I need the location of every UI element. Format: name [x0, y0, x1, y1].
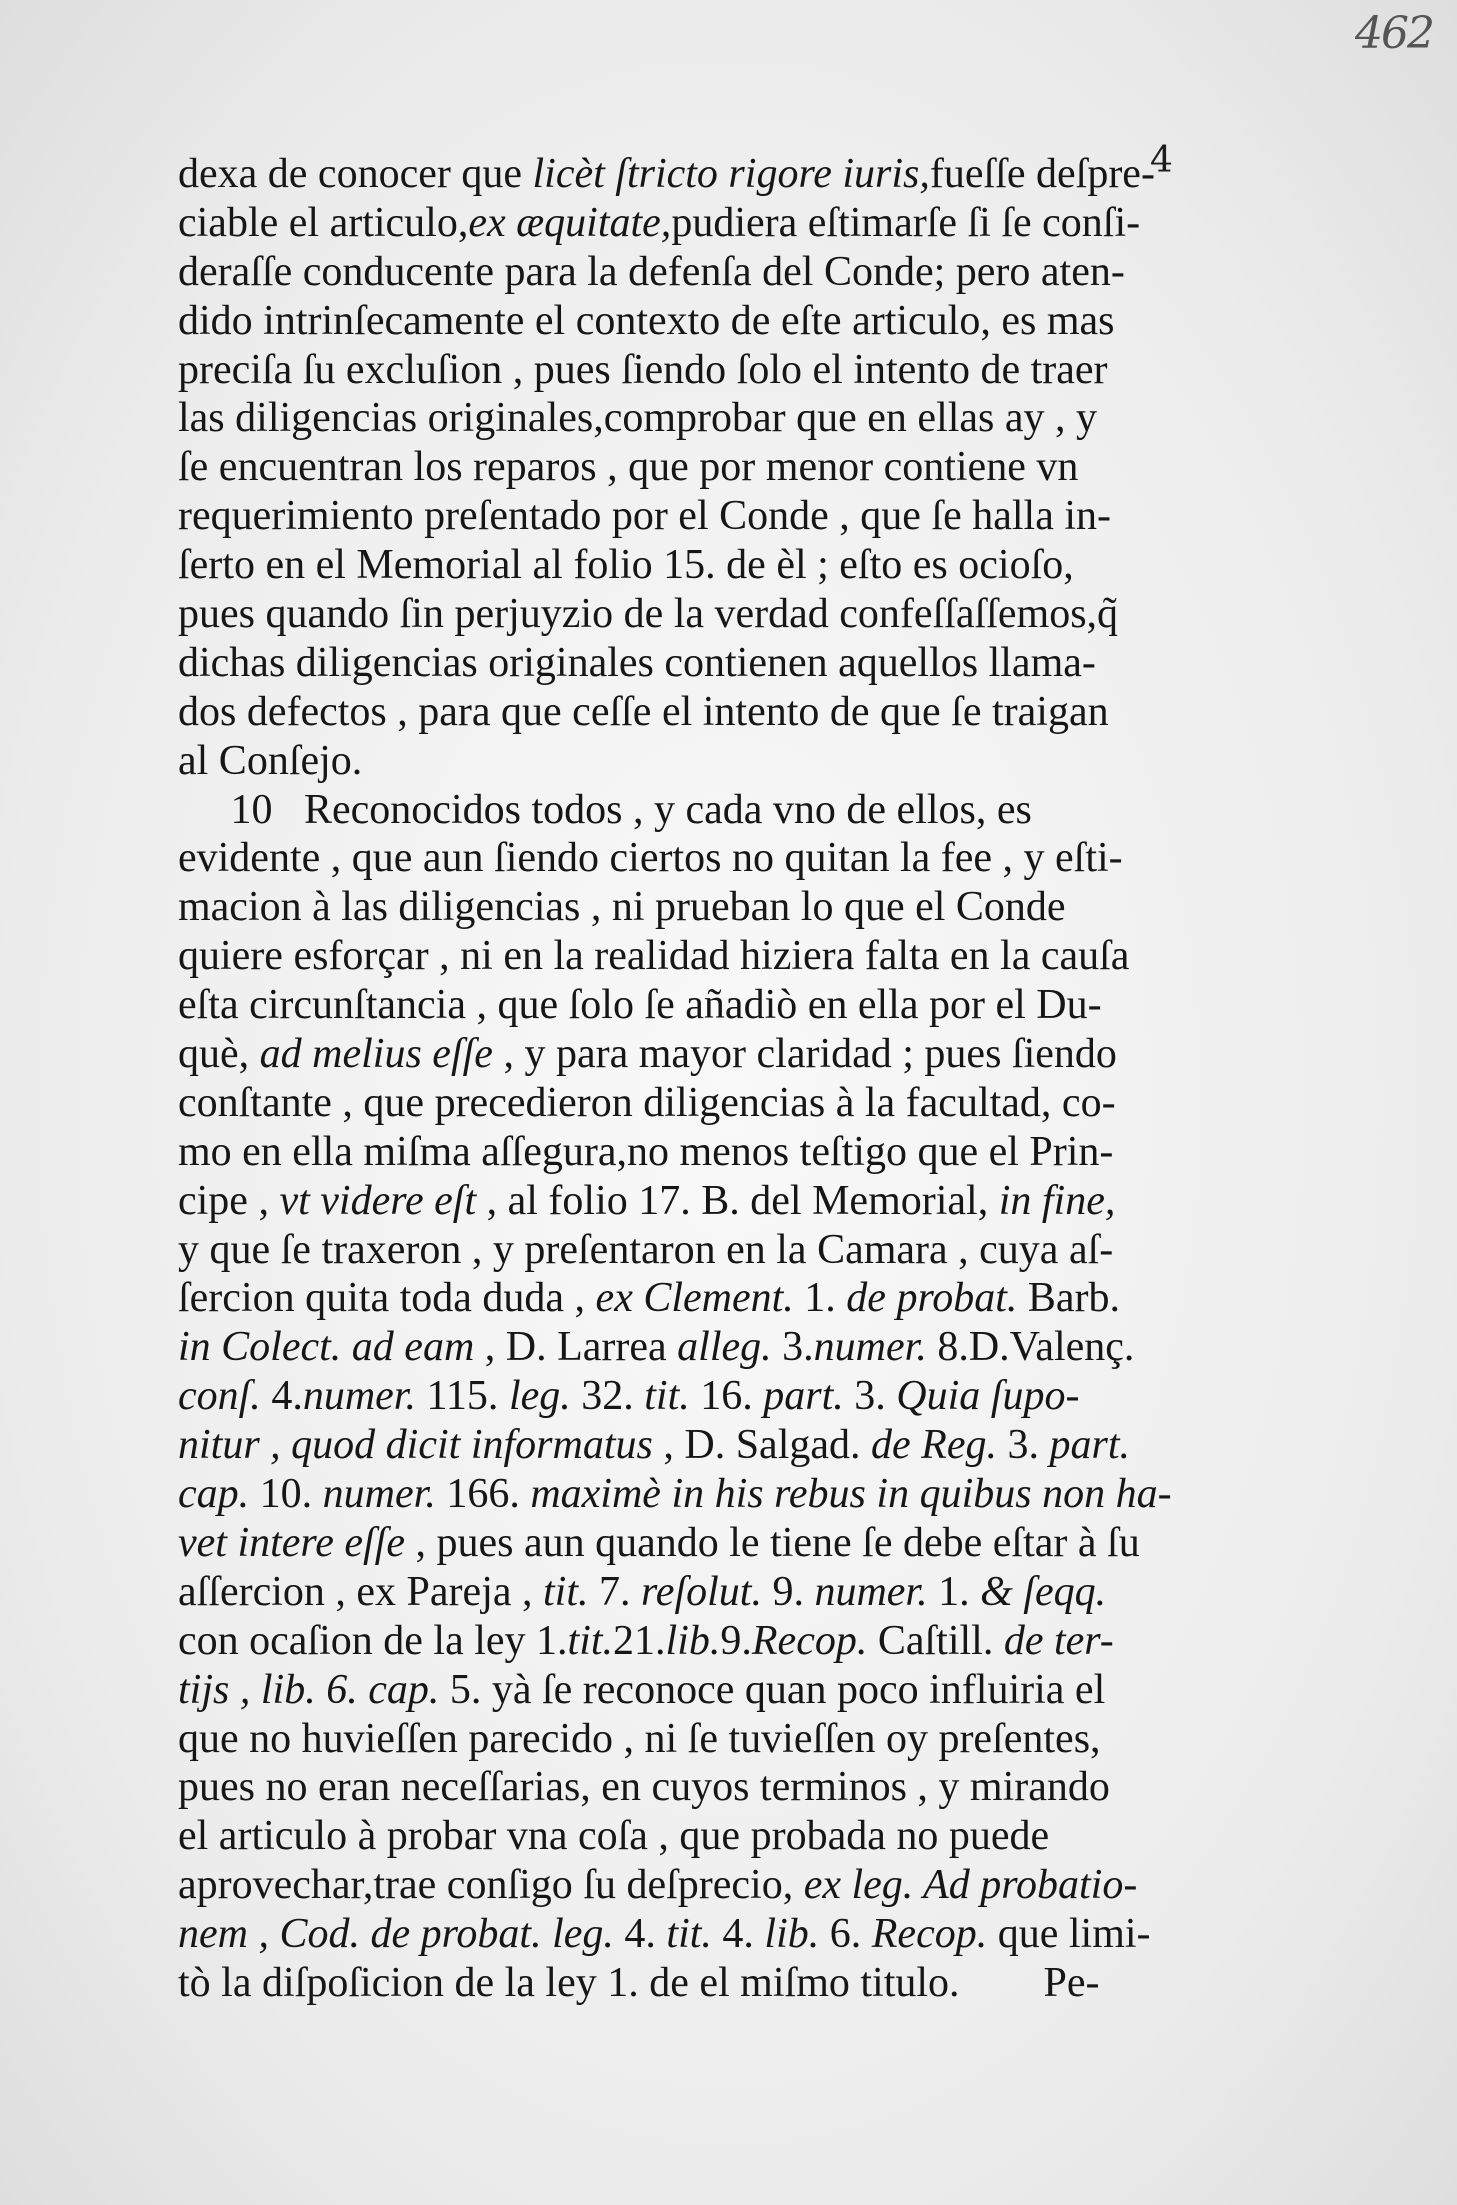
text-segment: , al folio 17. B. del Memorial,: [476, 1177, 999, 1224]
italic-segment: ex æquitate,: [468, 199, 672, 246]
text-segment: dido intrinſecamente el contexto de eſte articulo, es mas: [178, 297, 1115, 344]
italic-segment: cap.: [178, 1471, 250, 1518]
text-segment: , pues aun quando le tiene ſe debe eſtar à ſu: [404, 1519, 1140, 1566]
italic-segment: maximè in his rebus in quibus non ha-: [530, 1471, 1172, 1518]
text-segment: las diligencias originales,comprobar que en ellas ay , y: [178, 395, 1098, 442]
text-line: [178, 834, 1190, 883]
text-segment: Barb.: [1017, 1275, 1121, 1322]
text-segment: què,: [178, 1031, 260, 1078]
text-line: [178, 1568, 1190, 1617]
italic-segment: part.: [1049, 1422, 1130, 1469]
italic-segment: part.: [763, 1373, 844, 1420]
text-segment: , D. Larrea: [474, 1324, 678, 1371]
text-line: [178, 1470, 1190, 1519]
text-segment: 3.: [996, 1422, 1050, 1469]
italic-segment: tit.: [644, 1373, 690, 1420]
italic-segment: lib.: [764, 1911, 820, 1958]
text-segment: 1.: [927, 1568, 981, 1615]
text-segment: cipe ,: [178, 1177, 280, 1224]
italic-segment: vt videre eſt: [279, 1177, 477, 1224]
text-segment: 3.: [843, 1373, 897, 1420]
text-segment: 166.: [435, 1471, 531, 1518]
text-line: [178, 492, 1190, 541]
text-segment: Caſtill.: [867, 1617, 1004, 1664]
text-segment: 7.: [588, 1568, 642, 1615]
italic-segment: ex leg. Ad probatio-: [803, 1862, 1138, 1909]
text-segment: preciſa ſu excluſion , pues ſiendo ſolo el intento de traer: [178, 346, 1108, 393]
text-segment: conſtante , que precedieron diligencias à la facultad, co-: [178, 1079, 1116, 1126]
italic-segment: alleg.: [677, 1324, 772, 1371]
text-segment: al Conſejo.: [178, 737, 363, 784]
text-segment: dos defectos , para que ceſſe el intento de que ſe traigan: [178, 688, 1109, 735]
text-segment: evidente , que aun ſiendo ciertos no quitan la fee , y eſti-: [178, 835, 1123, 882]
text-line: [178, 443, 1190, 492]
text-segment: 8.D.Valenç.: [926, 1324, 1135, 1371]
text-segment: eſta circunſtancia , que ſolo ſe añadiò en ella por el Du-: [178, 982, 1102, 1029]
text-segment: aſſercion , ex Pareja ,: [178, 1568, 543, 1615]
text-segment: 4.: [613, 1911, 667, 1958]
text-segment: , y para mayor claridad ; pues ſiendo: [492, 1031, 1117, 1078]
text-line: [178, 1177, 1190, 1226]
italic-segment: numer.: [302, 1373, 416, 1420]
text-line: [178, 981, 1190, 1030]
text-segment: 4.: [711, 1911, 765, 1958]
text-segment: pues quando ſin perjuyzio de la verdad confeſſaſſemos,q̃: [178, 591, 1119, 638]
text-segment: el articulo à probar vna coſa , que probada no puede: [178, 1813, 1050, 1860]
text-segment: 1.: [793, 1275, 847, 1322]
italic-segment: de Reg.: [871, 1422, 997, 1469]
body-text: [178, 150, 1190, 2008]
italic-segment: tijs , lib. 6. cap.: [178, 1666, 440, 1713]
text-segment: que no huvieſſen parecido , ni ſe tuvieſſen oy preſentes,: [178, 1715, 1101, 1762]
text-line: [178, 297, 1190, 346]
text-segment: 21.: [613, 1617, 666, 1664]
text-segment: ſe encuentran los reparos , que por menor contiene vn: [178, 444, 1079, 491]
italic-segment: Quia ſupo-: [896, 1373, 1080, 1420]
text-segment: deraſſe conducente para la defenſa del Conde; pero aten-: [178, 248, 1125, 295]
text-line: [178, 1812, 1190, 1861]
italic-segment: ex Clement.: [595, 1275, 794, 1322]
text-segment: , D. Salgad.: [652, 1422, 872, 1469]
text-line: [178, 1763, 1190, 1812]
italic-segment: numer.: [814, 1568, 928, 1615]
text-segment: ciable el articulo,: [178, 199, 469, 246]
italic-segment: conſ.: [178, 1373, 261, 1420]
text-line: [178, 883, 1190, 932]
text-segment: 3.: [771, 1324, 814, 1371]
text-segment: dexa de conocer que: [178, 151, 533, 197]
text-line: [178, 346, 1190, 395]
italic-segment: Recop.: [871, 1911, 988, 1958]
text-segment: ſercion quita toda duda ,: [178, 1275, 596, 1322]
text-segment: 115.: [415, 1373, 509, 1420]
italic-segment: & ſeqq.: [980, 1568, 1107, 1615]
text-segment: 10.: [249, 1471, 323, 1518]
text-segment: pues no eran neceſſarias, en cuyos terminos , y mirando: [178, 1764, 1110, 1811]
text-line: [178, 1079, 1190, 1128]
text-line: [178, 639, 1190, 688]
text-line: [178, 786, 1190, 835]
italic-segment: tit.: [543, 1568, 589, 1615]
text-line: [178, 688, 1190, 737]
text-line: [178, 541, 1190, 590]
italic-segment: numer.: [813, 1324, 927, 1371]
text-line: [178, 1226, 1190, 1275]
text-line: [178, 590, 1190, 639]
italic-segment: tit.: [567, 1617, 614, 1664]
text-line: [178, 1519, 1190, 1568]
text-line: [178, 1715, 1190, 1764]
italic-segment: nem , Cod. de probat. leg.: [178, 1911, 614, 1958]
italic-segment: de ter-: [1003, 1617, 1114, 1664]
text-segment: 16.: [689, 1373, 764, 1420]
handwritten-folio-note: 462: [1355, 8, 1433, 59]
text-line: [178, 248, 1190, 297]
text-segment: y que ſe traxeron , y preſentaron en la Camara , cuya aſ-: [178, 1226, 1114, 1273]
italic-segment: Recop.: [751, 1617, 868, 1664]
text-segment: mo en ella miſma aſſegura,no menos teſtigo que el Prin-: [178, 1128, 1114, 1175]
text-segment: ſerto en el Memorial al folio 15. de èl ; eſto es ocioſo,: [178, 542, 1074, 589]
text-segment: macion à las diligencias , ni prueban lo que el Conde: [178, 884, 1066, 931]
text-line: [178, 1910, 1190, 1959]
italic-segment: ad melius eſſe: [259, 1031, 493, 1078]
text-segment: 5. yà ſe reconoce quan poco influiria el: [439, 1666, 1106, 1713]
italic-segment: vet intere eſſe: [178, 1519, 405, 1566]
page-number: 4: [1150, 140, 1173, 181]
text-segment: 4.: [260, 1373, 303, 1420]
text-segment: aprovechar,trae conſigo ſu deſprecio,: [178, 1862, 804, 1909]
text-segment: quiere esforçar , ni en la realidad hiziera falta en la cauſa: [178, 933, 1130, 980]
italic-segment: de probat.: [846, 1275, 1018, 1322]
text-segment: 32.: [570, 1373, 645, 1420]
text-line: [178, 1372, 1190, 1421]
italic-segment: licèt ſtricto rigore iuris,: [532, 151, 930, 197]
text-line: [178, 1128, 1190, 1177]
italic-segment: numer.: [322, 1471, 436, 1518]
text-segment: con ocaſion de la ley 1.: [178, 1617, 568, 1664]
text-line: [178, 1666, 1190, 1715]
text-segment: fueſſe deſpre-: [929, 151, 1155, 197]
text-segment: requerimiento preſentado por el Conde , que ſe halla in-: [178, 493, 1112, 540]
text-line: [178, 1421, 1190, 1470]
text-segment: 9.: [761, 1568, 815, 1615]
text-line: [178, 932, 1190, 981]
italic-segment: in Colect. ad eam: [178, 1324, 475, 1371]
italic-segment: tit.: [666, 1911, 712, 1958]
text-line: [178, 150, 1190, 199]
italic-segment: leg.: [508, 1373, 571, 1420]
text-line: [178, 1617, 1190, 1666]
text-segment: pudiera eſtimarſe ſi ſe conſi-: [671, 199, 1141, 246]
text-line: [178, 737, 1190, 786]
text-line: [178, 1861, 1190, 1910]
text-segment: que limi-: [987, 1911, 1151, 1958]
text-segment: 9.: [720, 1617, 752, 1664]
text-segment: dichas diligencias originales contienen aquellos llama-: [178, 639, 1096, 686]
text-line: [178, 1323, 1190, 1372]
text-line: [178, 199, 1190, 248]
text-line: [178, 1030, 1190, 1079]
italic-segment: in fine,: [998, 1177, 1116, 1224]
text-line: [178, 394, 1190, 443]
text-line: [178, 1959, 1190, 2008]
text-segment: tò la diſpoſicion de la ley 1. de el miſmo titulo. Pe-: [178, 1959, 1100, 2006]
italic-segment: reſolut.: [641, 1568, 762, 1615]
italic-segment: lib.: [665, 1617, 721, 1664]
text-line: [178, 1274, 1190, 1323]
text-segment: 6.: [819, 1911, 872, 1958]
text-segment: 10 Reconocidos todos , y cada vno de ellos, es: [178, 786, 1032, 833]
italic-segment: nitur , quod dicit informatus: [178, 1422, 653, 1469]
